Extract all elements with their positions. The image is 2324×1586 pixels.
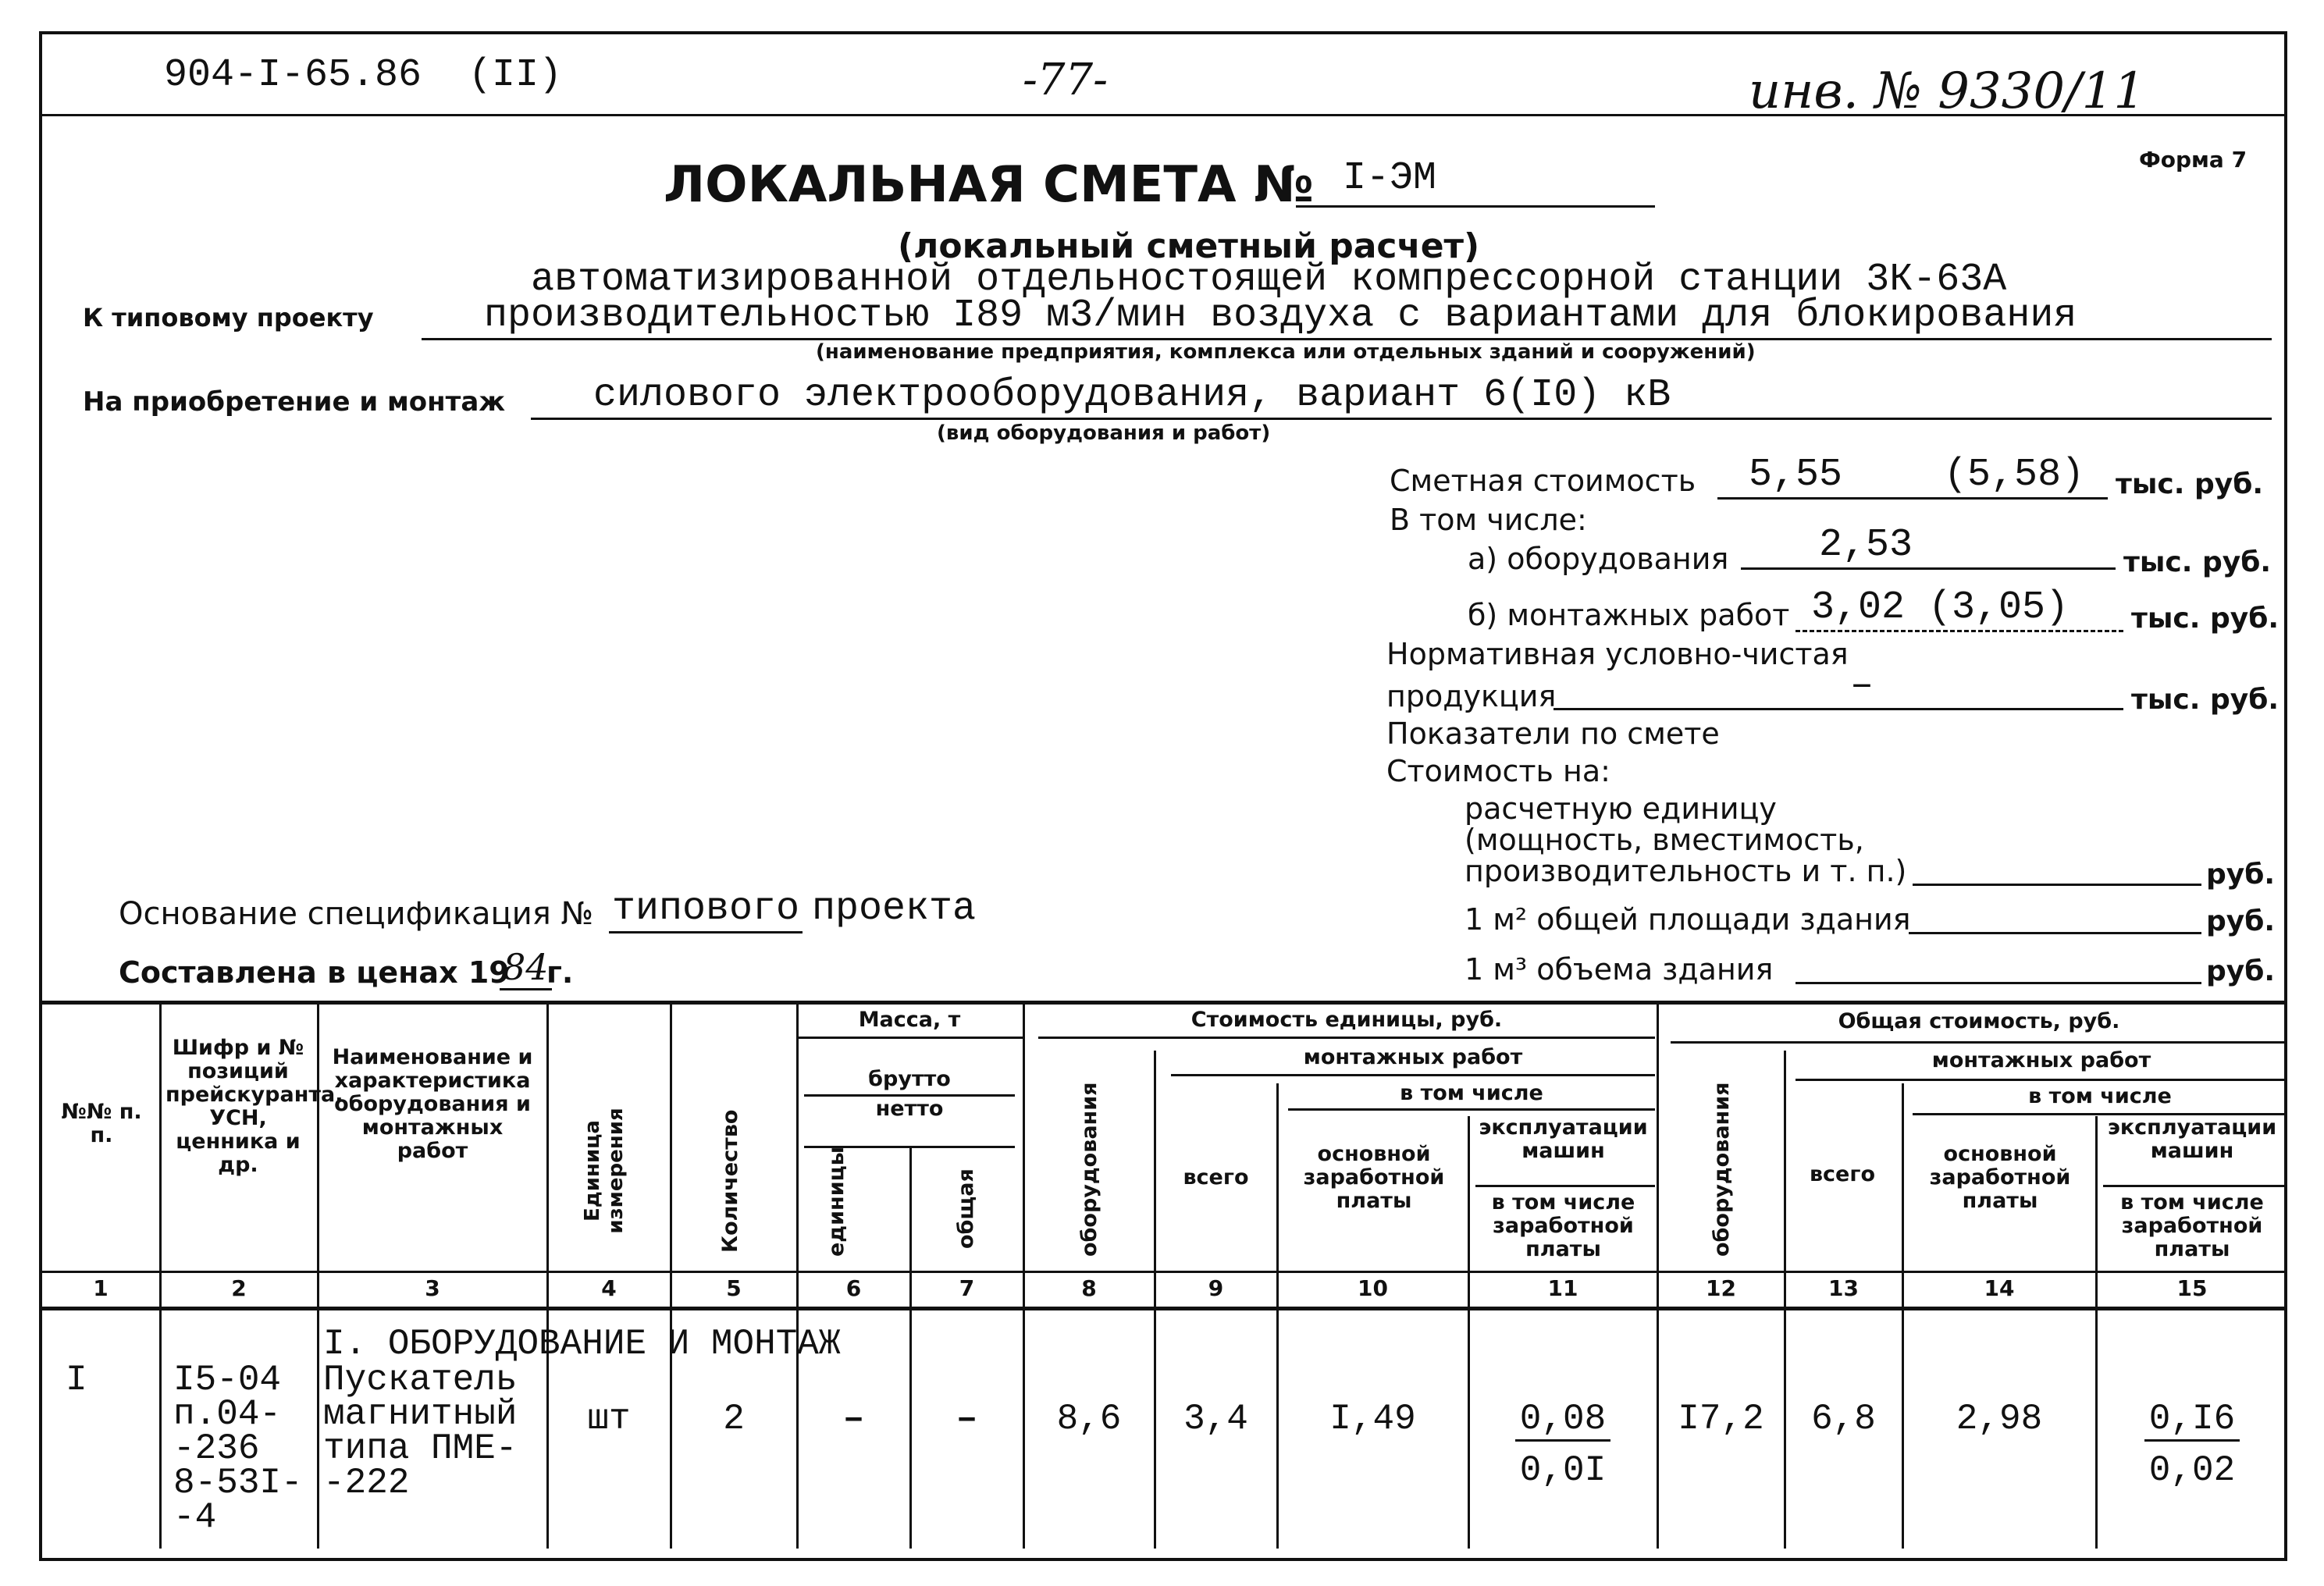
basis-value: типового [609,887,803,933]
col-divider [1276,1083,1279,1549]
section-title: I. ОБОРУДОВАНИЕ И МОНТАЖ [323,1324,841,1364]
unit-line-3: производительность и т. п.) [1465,854,1907,888]
col-number: 2 [231,1275,247,1301]
row-machines-salary: 0,0I [1519,1450,1607,1491]
normative-label-2: продукция [1386,679,1557,713]
page-number: -77- [1023,55,1109,105]
unit-cost-rule [1038,1037,1655,1039]
unit-cost-rub: руб. [2206,859,2276,891]
col-number: 10 [1358,1275,1388,1301]
col-divider [909,1147,912,1549]
row-name-line: магнитный [323,1394,518,1435]
unit-install-rule [1171,1074,1655,1076]
installation-cost-value: 3,02 (3,05) [1795,585,2123,632]
row-install-total: 3,4 [1183,1399,1248,1439]
col-number: 8 [1081,1275,1097,1301]
basis-label: Основание спецификация № [119,896,594,932]
unit-incl-rule [1288,1108,1655,1111]
basis-suffix: проекта [812,887,977,931]
project-caption: (наименование предприятия, комплекса или отдельных зданий и сооружений) [816,340,1756,364]
row-total-machines-salary: 0,02 [2148,1450,2236,1491]
col-number: 5 [726,1275,742,1301]
column-number-bottom-rule [42,1307,2287,1310]
acquisition-label: На приобретение и монтаж [83,386,506,418]
header-total-cost: Общая стоимость, руб. [1838,1009,2120,1033]
row-mass-unit: – [842,1399,865,1439]
header-total-equipment: оборудования [1710,1082,1734,1257]
cost-on-label: Стоимость на: [1386,754,1610,788]
estimated-cost-unit: тыс. руб. [2116,468,2264,500]
col-number: 4 [601,1275,617,1301]
area-line: 1 м² общей площади здания [1465,902,1911,937]
header-unit: Единица измерения [581,1108,628,1234]
col-number: 9 [1208,1275,1224,1301]
header-unit-base-salary: основной заработной платы [1303,1142,1445,1213]
row-name [323,1360,518,1503]
unit-line-2: (мощность, вместимость, [1465,823,1864,857]
header-row-number: №№ п. п. [61,1100,142,1147]
header-code: Шифр и № позиций прейскуранта, УСН, ценника и др. [165,1036,343,1177]
row-code [173,1360,303,1538]
row-code-line: -236 [173,1428,260,1469]
row-code-line: -4 [173,1497,217,1538]
row-name-line: типа ПМЕ- [323,1428,518,1469]
row-total-machines-value: 0,I6 [2144,1399,2240,1442]
indicators-label: Показатели по смете [1386,717,1720,751]
header-mass-unit: единицы [824,1146,849,1257]
table-top-rule [42,1001,2287,1005]
header-total-incl: в том числе [2028,1084,2172,1108]
row-name-line: -222 [323,1463,410,1503]
row-machines [1469,1399,1657,1439]
col-number: 13 [1828,1275,1859,1301]
col-number: 6 [845,1275,862,1301]
row-code-line: п.04- [173,1394,282,1435]
header-unit-incl: в том числе [1400,1081,1543,1105]
row-name-line: Пускатель [323,1360,518,1400]
header-brutto: брутто [868,1067,951,1091]
header-unit-install: монтажных работ [1303,1045,1523,1069]
col-number: 3 [425,1275,440,1301]
row-total-base-salary: 2,98 [1956,1399,2043,1439]
estimate-number: I-ЭМ [1296,156,1655,208]
doc-volume: (II) [468,53,563,98]
header-name: Наименование и характеристика оборудования и монтажных работ [332,1045,533,1163]
header-unit-machines: эксплуатации машин [1479,1115,1648,1163]
row-equipment-cost: 8,6 [1056,1399,1122,1439]
header-total-base-salary: основной заработной платы [1929,1142,2071,1213]
area-cost-rub: руб. [2206,905,2276,937]
header-total-machines: эксплуатации машин [2107,1115,2277,1163]
header-total-install: монтажных работ [1931,1048,2151,1072]
volume-cost-line [1795,982,2201,984]
project-label: К типовому проекту [83,303,374,332]
header-mass-total: общая [954,1168,978,1249]
inventory-note: инв. № 9330/11 [1749,62,2146,120]
estimate-heading: ЛОКАЛЬНАЯ СМЕТА № [664,156,1314,214]
prices-year-suffix: г. [546,955,574,990]
acquisition-value: силового электрооборудования, вариант 6(I0) кВ [531,373,2272,420]
header-unit-install-total: всего [1183,1165,1249,1190]
row-quantity: 2 [723,1399,745,1439]
estimated-cost-label: Сметная стоимость [1390,464,1696,498]
acquisition-caption: (вид оборудования и работ) [937,421,1271,445]
unit-cost-line [1913,884,2201,886]
prices-year: 84 [500,946,552,990]
header-unit-cost: Стоимость единицы, руб. [1190,1008,1503,1032]
equipment-cost-label: а) оборудования [1468,542,1729,576]
row-number: I [66,1360,87,1400]
normative-label-1: Нормативная условно-чистая [1386,637,1849,671]
header-unit-machines-salary: в том числе заработной платы [1491,1190,1635,1261]
col-number: 11 [1547,1275,1578,1301]
area-cost-line [1909,932,2201,934]
row-total-install: 6,8 [1811,1399,1876,1439]
col-number: 14 [1984,1275,2015,1301]
estimated-cost-main: 5,55 [1749,453,1843,497]
col-number: 15 [2176,1275,2208,1301]
prices-label: Составлена в ценах 19 [119,955,510,990]
total-install-rule [1795,1079,2287,1081]
col-number: 12 [1706,1275,1736,1301]
doc-code: 904-I-65.86 [164,53,422,98]
volume-line: 1 м³ объема здания [1465,952,1774,987]
header-netto: нетто [875,1097,944,1121]
row-code-line: I5-04 [173,1360,282,1400]
col-divider [1902,1083,1904,1549]
row-base-salary: I,49 [1329,1399,1416,1439]
volume-cost-rub: руб. [2206,955,2276,987]
col-number: 7 [959,1275,975,1301]
installation-cost-label: б) монтажных работ [1468,598,1790,632]
total-machines-rule [2103,1185,2287,1187]
mass-rule [796,1037,1023,1039]
col-number: 1 [93,1275,109,1301]
estimate-subtitle: (локальный сметный расчет) [898,226,1480,266]
row-total-machines [2097,1399,2287,1439]
unit-machines-rule [1475,1185,1655,1187]
row-total-equipment: I7,2 [1678,1399,1764,1439]
header-rule [42,114,2287,116]
row-code-line: 8-53I- [173,1463,303,1503]
header-mass: Масса, т [858,1008,961,1032]
project-line-1: автоматизированной отдельностоящей компрессорной станции 3К-63А [531,258,2007,302]
header-unit-equipment: оборудования [1077,1082,1101,1257]
normative-value: – [1553,663,2123,710]
estimated-cost-alt: (5,58) [1944,453,2085,497]
project-line-2: производительностью I89 м3/мин воздуха с вариантами для блокирования [422,293,2272,340]
equipment-cost-value: 2,53 [1741,523,2116,570]
header-total-machines-salary: в том числе заработной платы [2120,1190,2264,1261]
equipment-cost-unit: тыс. руб. [2123,546,2272,578]
installation-cost-unit: тыс. руб. [2131,603,2280,635]
unit-line-1: расчетную единицу [1465,791,1777,826]
header-quantity: Количество [718,1109,742,1253]
header-total-install-total: всего [1809,1162,1876,1186]
row-machines-value: 0,08 [1515,1399,1610,1442]
row-unit: шт [587,1399,631,1439]
normative-unit: тыс. руб. [2131,684,2280,716]
form-label: Форма 7 [2139,147,2247,172]
total-cost-rule [1671,1041,2287,1044]
including-label: В том числе: [1390,503,1587,537]
row-mass-total: – [956,1399,978,1439]
column-number-top-rule [42,1271,2287,1273]
estimated-cost-value [1717,453,2108,500]
